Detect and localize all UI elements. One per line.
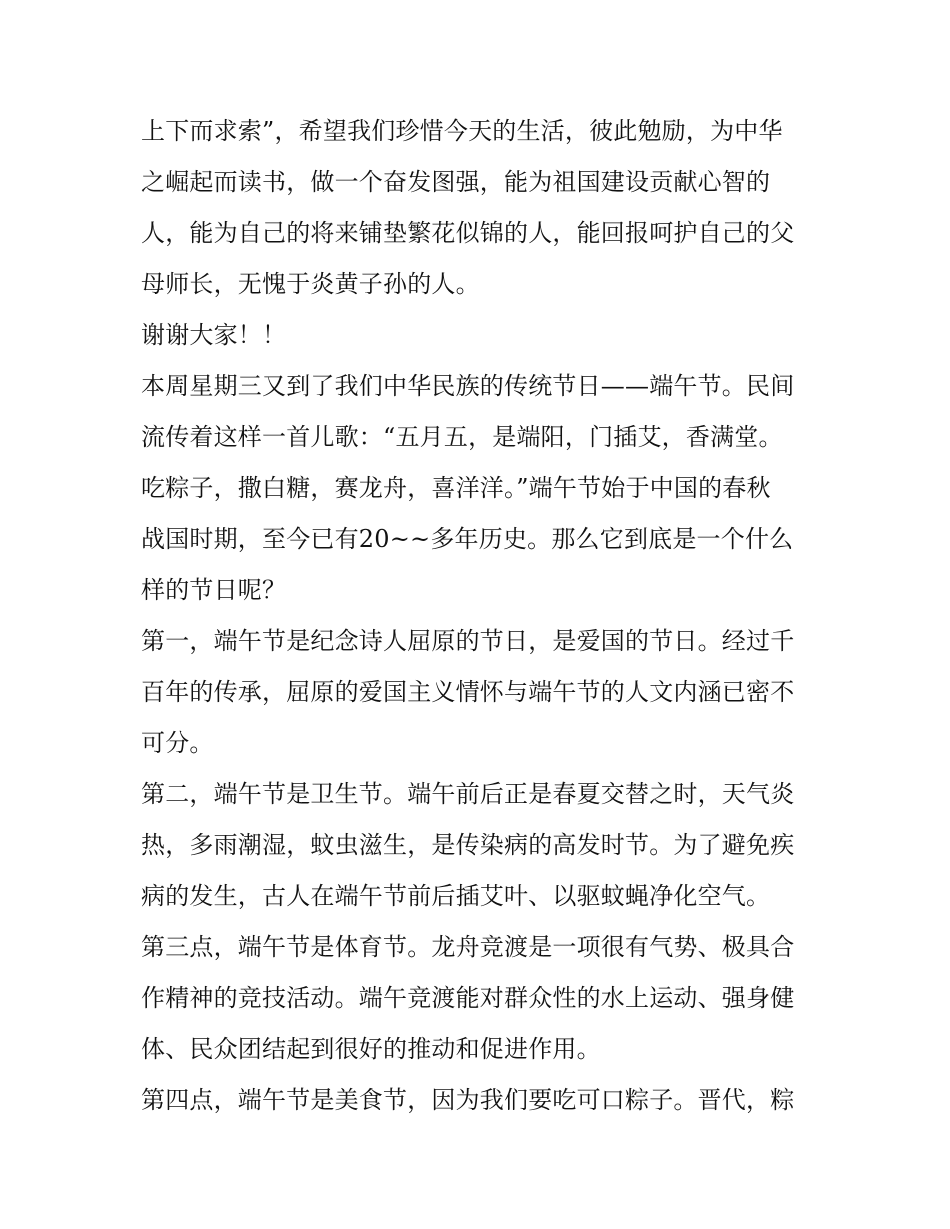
text-line: 之崛起而读书，做一个奋发图强，能为祖国建设贡献心智的 [141,168,771,196]
text-line: 热，多雨潮湿，蚊虫滋生，是传染病的高发时节。为了避免疾 [141,831,795,859]
text-line: 第一，端午节是纪念诗人屈原的节日，是爱国的节日。经过千 [141,627,795,655]
text-line: 样的节日呢？ [141,576,287,604]
text-line: 第二，端午节是卫生节。端午前后正是春夏交替之时，天气炎 [141,780,795,808]
text-line: 母师长，无愧于炎黄子孙的人。 [141,270,480,298]
text-line: 体、民众团结起到很好的推动和促进作用。 [141,1035,601,1063]
text-line: 流传着这样一首儿歌：“五月五，是端阳，门插艾，香满堂。 [141,423,783,451]
text-line: 百年的传承，屈原的爱国主义情怀与端午节的人文内涵已密不 [141,678,795,706]
text-line: 第四点，端午节是美食节，因为我们要吃可口粽子。晋代，粽 [141,1086,795,1114]
text-line: 上下而求索”，希望我们珍惜今天的生活，彼此勉励，为中华 [141,117,783,145]
text-line: 本周星期三又到了我们中华民族的传统节日——端午节。民间 [141,372,795,400]
text-line: 病的发生，古人在端午节前后插艾叶、以驱蚊蝇净化空气。 [141,882,771,910]
text-line: 谢谢大家！！ [141,321,287,349]
text-line: 作精神的竞技活动。端午竞渡能对群众性的水上运动、强身健 [141,984,795,1012]
text-line: 第三点，端午节是体育节。龙舟竞渡是一项很有气势、极具合 [141,933,795,961]
text-line: 可分。 [141,729,214,757]
text-line: 人，能为自己的将来铺垫繁花似锦的人，能回报呵护自己的父 [141,219,795,247]
text-line: 战国时期，至今已有20~~多年历史。那么它到底是一个什么 [141,525,794,553]
text-line: 吃粽子，撒白糖，赛龙舟，喜洋洋。”端午节始于中国的春秋 [141,474,771,502]
document-body [141,106,813,1126]
